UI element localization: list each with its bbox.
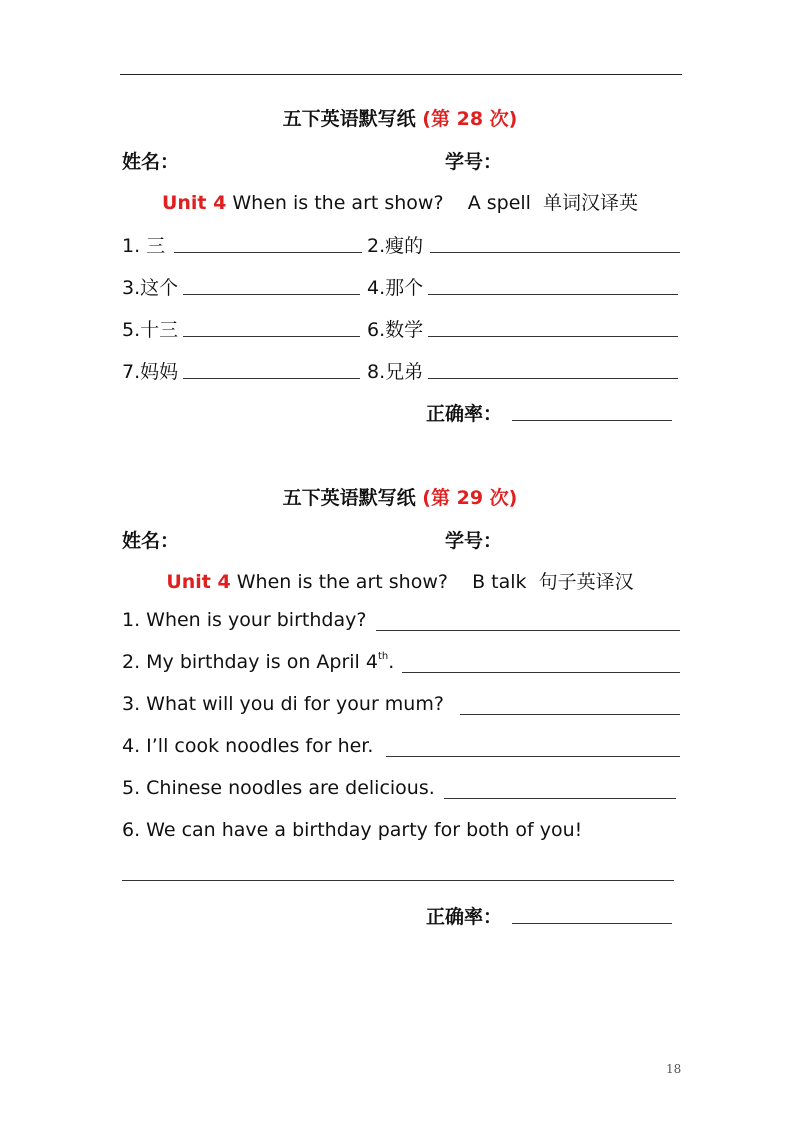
- vocab-item-5: 5.十三: [122, 319, 179, 341]
- sentence-2-tail: .: [388, 651, 395, 673]
- sheet1-name-label: 姓名：: [122, 151, 180, 173]
- sheet2-subtitle: [0, 567, 800, 594]
- sheet2-id-label: 学号：: [445, 530, 503, 552]
- vocab-item-3: 3.这个: [122, 277, 179, 299]
- sheet1-subtitle: [0, 188, 800, 215]
- sheet1-id-label: 学号：: [445, 151, 503, 173]
- vocab-answer-blank-6[interactable]: [428, 336, 678, 337]
- vocab-answer-blank-4[interactable]: [428, 294, 678, 295]
- sheet1-accuracy-blank[interactable]: [512, 420, 672, 421]
- sentence-answer-blank-4[interactable]: [386, 756, 680, 757]
- sheet2-name-label: 姓名：: [122, 530, 180, 552]
- sheet1-title-count: (第 28 次): [422, 108, 518, 130]
- sentence-answer-blank-2[interactable]: [402, 672, 680, 673]
- sentence-2-text: 2. My birthday is on April 4: [122, 651, 378, 673]
- sheet1-title: [0, 104, 800, 131]
- vocab-answer-blank-8[interactable]: [428, 378, 678, 379]
- sentence-2-sup: th: [377, 651, 389, 662]
- sheet1-subtitle-text: When is the art show? A spell 单词汉译英: [226, 192, 639, 214]
- sheet2-title-main: 五下英语默写纸: [282, 487, 416, 509]
- vocab-answer-blank-1[interactable]: [174, 252, 362, 253]
- sheet2-unit-label: Unit 4: [166, 571, 231, 593]
- sentence-5: 5. Chinese noodles are delicious.: [122, 777, 435, 799]
- sentence-2: [122, 651, 394, 673]
- vocab-item-4: 4.那个: [367, 277, 424, 299]
- page-number: 18: [666, 1062, 682, 1076]
- sheet1-accuracy-label: 正确率：: [426, 403, 503, 425]
- vocab-answer-blank-3[interactable]: [183, 294, 360, 295]
- sentence-3: 3. What will you di for your mum?: [122, 693, 444, 715]
- vocab-answer-blank-2[interactable]: [430, 252, 680, 253]
- vocab-answer-blank-5[interactable]: [183, 336, 360, 337]
- vocab-item-2: 2.瘦的: [367, 235, 424, 257]
- sheet2-subtitle-text: When is the art show? B talk 句子英译汉: [230, 571, 634, 593]
- sentence-4: 4. I’ll cook noodles for her.: [122, 735, 374, 757]
- sentence-answer-blank-6[interactable]: [122, 880, 674, 881]
- sheet1-title-main: 五下英语默写纸: [282, 108, 416, 130]
- sheet2-title-count: (第 29 次): [422, 487, 518, 509]
- sentence-answer-blank-5[interactable]: [444, 798, 676, 799]
- sentence-1: 1. When is your birthday?: [122, 609, 367, 631]
- vocab-item-8: 8.兄弟: [367, 361, 424, 383]
- sentence-6: 6. We can have a birthday party for both of you!: [122, 819, 583, 841]
- header-rule: [120, 74, 682, 75]
- vocab-answer-blank-7[interactable]: [183, 378, 360, 379]
- sentence-answer-blank-1[interactable]: [376, 630, 680, 631]
- vocab-item-7: 7.妈妈: [122, 361, 179, 383]
- sheet2-accuracy-label: 正确率：: [426, 906, 503, 928]
- vocab-item-6: 6.数学: [367, 319, 424, 341]
- sheet2-accuracy-blank[interactable]: [512, 923, 672, 924]
- sheet2-title: [0, 483, 800, 510]
- sentence-answer-blank-3[interactable]: [460, 714, 680, 715]
- vocab-item-1: 1. 三: [122, 235, 166, 257]
- sheet1-unit-label: Unit 4: [161, 192, 227, 214]
